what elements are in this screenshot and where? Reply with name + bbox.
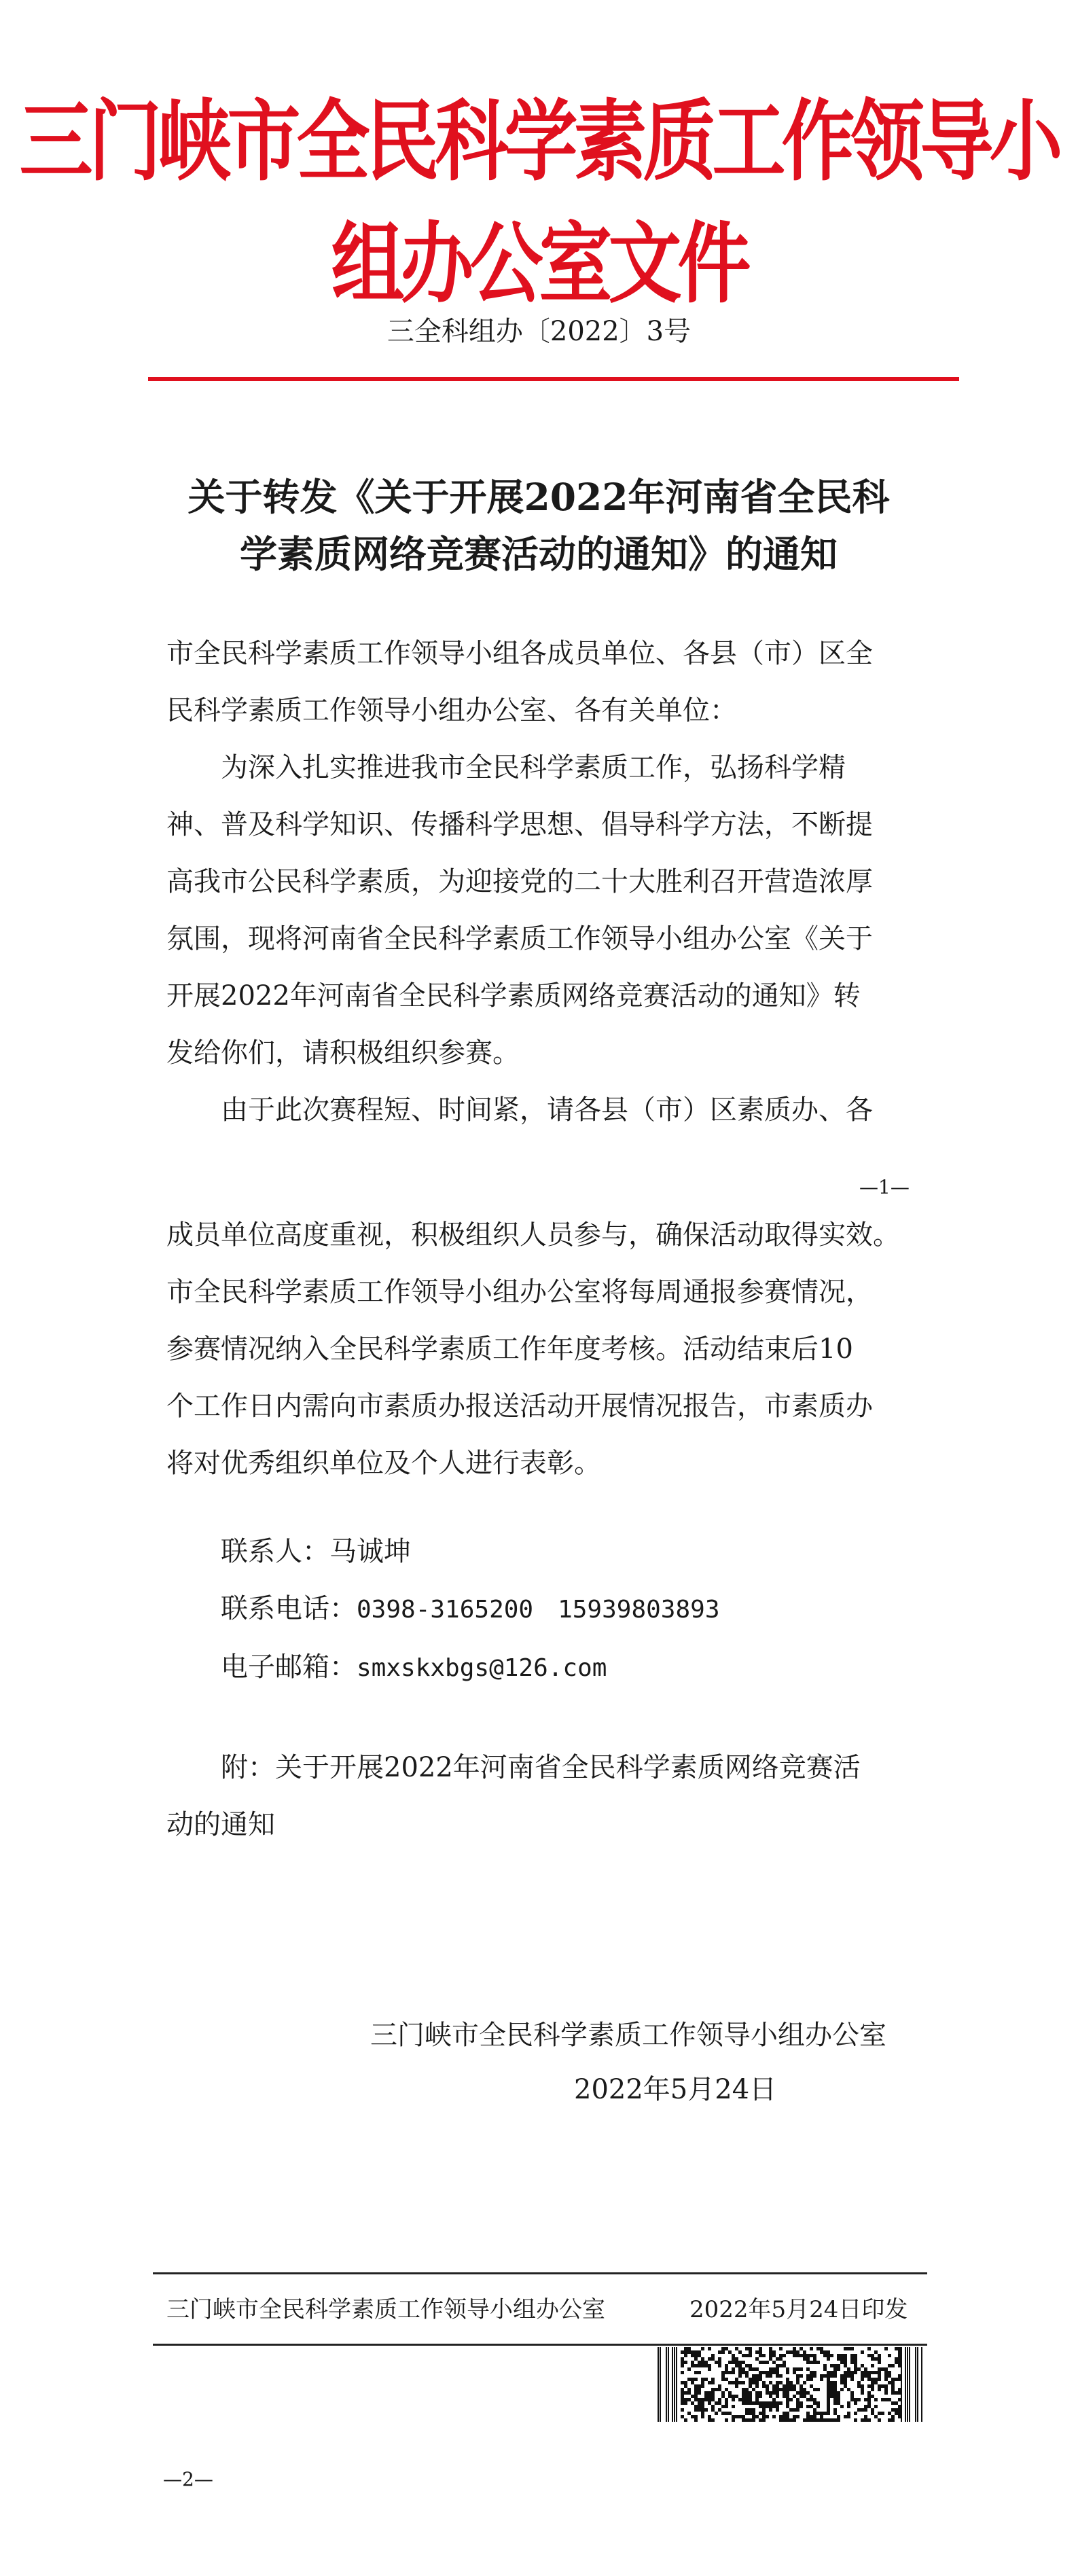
paragraph-line: 成员单位高度重视，积极组织人员参与，确保活动取得实效。 bbox=[166, 1219, 900, 1251]
paragraph-line: 神、普及科学知识、传播科学思想、倡导科学方法，不断提 bbox=[166, 809, 873, 840]
footer-issuer: 三门峡市全民科学素质工作领导小组办公室 bbox=[166, 2296, 605, 2323]
title-line-1: 关于转发《关于开展2022年河南省全民科 bbox=[187, 475, 890, 519]
body-paragraph-1 bbox=[166, 739, 914, 1081]
document-number: 三全科组办〔2022〕3号 bbox=[387, 316, 691, 347]
footer-issue-date: 2022年5月24日印发 bbox=[689, 2296, 908, 2323]
contact-email-value: smxskxbgs@126.com bbox=[357, 1654, 607, 1682]
contact-person-label: 联系人： bbox=[221, 1536, 329, 1567]
barcode-graphic bbox=[658, 2347, 922, 2422]
document-title bbox=[148, 469, 929, 583]
footer-top-rule bbox=[153, 2272, 927, 2274]
contact-block bbox=[221, 1523, 720, 1697]
paragraph-line: 开展2022年河南省全民科学素质网络竞赛活动的通知》转 bbox=[166, 980, 861, 1012]
body-paragraph-2-continued bbox=[166, 1206, 914, 1492]
addressee-line: 民科学素质工作领导小组办公室、各有关单位： bbox=[166, 695, 737, 726]
contact-person-name: 马诚坤 bbox=[329, 1536, 411, 1567]
addressee bbox=[166, 625, 914, 739]
contact-email-label: 电子邮箱： bbox=[221, 1651, 357, 1683]
paragraph-line: 发给你们，请积极组织参赛。 bbox=[166, 1037, 520, 1069]
attachment-line: 附：关于开展2022年河南省全民科学素质网络竞赛活 bbox=[221, 1752, 861, 1783]
attachment-note bbox=[166, 1739, 914, 1853]
paragraph-line: 由于此次赛程短、时间紧，请各县（市）区素质办、各 bbox=[221, 1094, 873, 1126]
page-number-1: —1— bbox=[859, 1176, 910, 1198]
paragraph-line: 个工作日内需向市素质办报送活动开展情况报告，市素质办 bbox=[166, 1391, 873, 1422]
document-masthead: 三门峡市全民科学素质工作领导小组办公室文件 bbox=[19, 91, 1059, 316]
addressee-line: 市全民科学素质工作领导小组各成员单位、各县（市）区全 bbox=[166, 638, 873, 669]
attachment-line: 动的通知 bbox=[166, 1809, 275, 1840]
red-divider-line bbox=[148, 377, 959, 381]
paragraph-line: 高我市公民科学素质，为迎接党的二十大胜利召开营造浓厚 bbox=[166, 866, 873, 897]
contact-phone-value: 0398-3165200 15939803893 bbox=[357, 1596, 720, 1624]
signature-date: 2022年5月24日 bbox=[574, 2074, 777, 2105]
body-paragraph-2-start bbox=[166, 1081, 914, 1139]
paragraph-line: 氛围，现将河南省全民科学素质工作领导小组办公室《关于 bbox=[166, 923, 873, 954]
paragraph-line: 市全民科学素质工作领导小组办公室将每周通报参赛情况， bbox=[166, 1276, 873, 1308]
barcode-image bbox=[658, 2347, 922, 2422]
contact-email bbox=[221, 1639, 720, 1697]
footer-bottom-rule bbox=[153, 2344, 927, 2346]
paragraph-line: 为深入扎实推进我市全民科学素质工作，弘扬科学精 bbox=[221, 752, 846, 783]
paragraph-line: 将对优秀组织单位及个人进行表彰。 bbox=[166, 1448, 601, 1479]
contact-phone bbox=[221, 1580, 720, 1639]
contact-person bbox=[221, 1523, 720, 1580]
paragraph-line: 参赛情况纳入全民科学素质工作年度考核。活动结束后10 bbox=[166, 1334, 853, 1365]
title-line-2: 学素质网络竞赛活动的通知》的通知 bbox=[239, 532, 838, 576]
contact-phone-label: 联系电话： bbox=[221, 1593, 357, 1624]
signature-org: 三门峡市全民科学素质工作领导小组办公室 bbox=[370, 2020, 886, 2051]
page-number-2: —2— bbox=[163, 2468, 213, 2490]
